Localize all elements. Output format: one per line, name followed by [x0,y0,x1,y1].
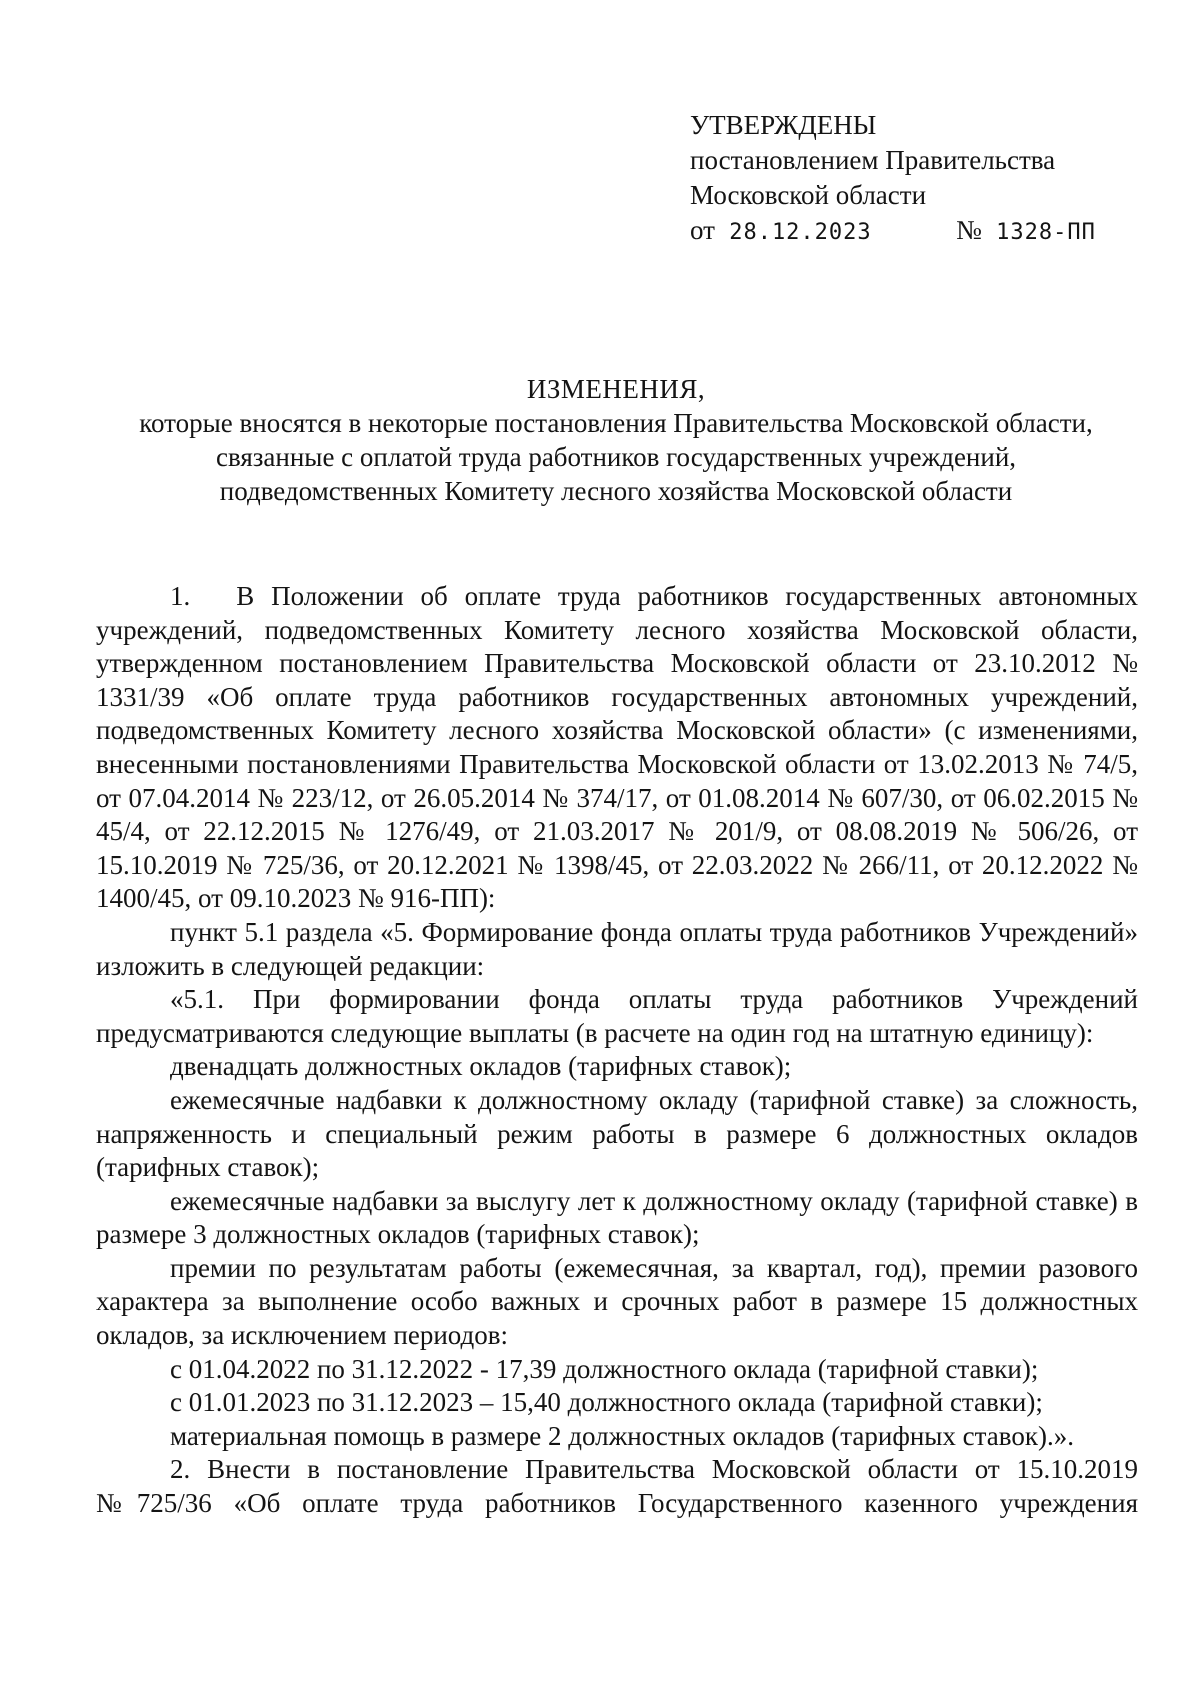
paragraph: ежемесячные надбавки за выслугу лет к должностному окладу (тарифной ставке) в размере 3 должностных окладов (тарифных ставок); [96,1185,1138,1250]
paragraph: с 01.01.2023 по 31.12.2023 – 15,40 должностного оклада (тарифной ставки); [170,1387,1043,1418]
approval-stamp [690,108,1160,250]
paragraph: «5.1. При формировании фонда оплаты труда работников Учреждений предусматриваются следующие выплаты (в расчете на один год на штатную единицу): [96,984,1138,1048]
title-line: подведомственных Комитету лесного хозяйства Московской области [219,476,1013,506]
paragraph: двенадцать должностных окладов (тарифных ставок); [170,1051,792,1082]
approval-date-number [690,213,1160,250]
title-heading: ИЗМЕНЕНИЯ, [526,374,706,404]
approval-line: Московской области [690,180,927,210]
document-title [96,372,1136,508]
paragraph: ежемесячные надбавки к должностному окладу (тарифной ставке) за сложность, напряженность и специальный режим работы в размере 6 должностных окладов (тарифных ставок); [96,1084,1138,1183]
title-line: которые вносятся в некоторые постановления Правительства Московской области, [139,408,1093,438]
number-value: 1328-ПП [996,220,1096,245]
paragraph: премии по результатам работы (ежемесячная, за квартал, год), премии разового характера за выполнение особо важных и срочных работ в размере 15 должностных окладов, за исключением периодов: [96,1252,1138,1351]
paragraph-1 [96,580,1138,916]
date-label: от [690,215,715,245]
paragraph: пункт 5.1 раздела «5. Формирование фонда оплаты труда работников Учреждений» изложить в следующей редакции: [96,916,1138,981]
date-value: 28.12.2023 [729,220,872,245]
approval-line: постановлением Правительства [690,145,1056,175]
approval-heading: УТВЕРЖДЕНЫ [690,110,877,140]
document-body [96,580,1138,1521]
number-label: № [956,215,982,245]
paragraph: материальная помощь в размере 2 должностных окладов (тарифных ставок).». [170,1420,1074,1451]
paragraph-number: 1. [170,581,191,611]
paragraph: с 01.04.2022 по 31.12.2022 - 17,39 должностного оклада (тарифной ставки); [170,1353,1039,1384]
paragraph-2: 2. Внести в постановление Правительства Московской области от 15.10.2019 №725/36 «Об оплате труда работников Государственного казенного учреждения [96,1454,1138,1519]
paragraph-text: В Положении об оплате труда работников государственных автономных учреждений, подведомственных Комитету лесного хозяйства Московской области, утвержденном постановлением Правительства Московской области от 23.10.2012 № 1331/39 «Об оплате труда работников государственных автономных учреждений, подведомственных Комитету лесного хозяйства Московской области» (с изменениями, внесенными постановлениями Правительства Московской области от 13.02.2013 № 74/5, от 07.04.2014 № 223/12, от 26.05.2014 № 374/17, от 01.08.2014 № 607/30, от 06.02.2015 № 45/4, от 22.12.2015 № 1276/49, от 21.03.2017 № 201/9, от 08.08.2019 № 506/26, от 15.10.2019 № 725/36, от 20.12.2021 № 1398/45, от 22.03.2022 № 266/11, от 20.12.2022 № 1400/45, от 09.10.2023 № 916-ПП): [96,581,1138,914]
title-line: связанные с оплатой труда работников государственных учреждений, [215,442,1017,472]
